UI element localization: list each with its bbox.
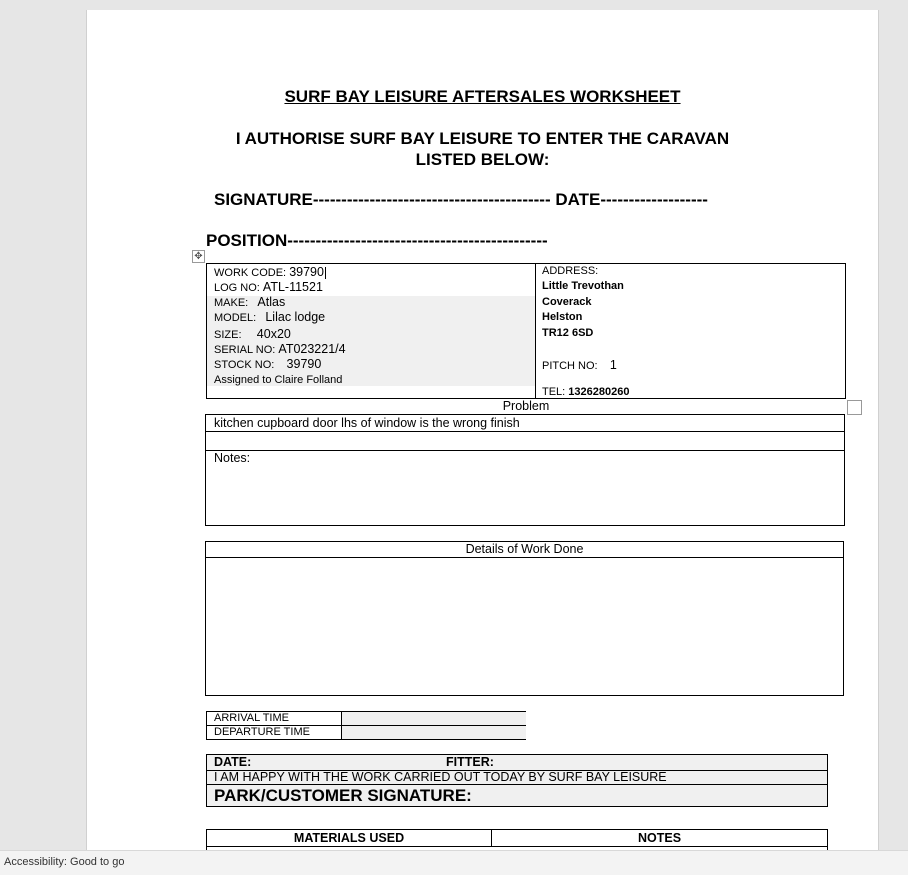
problem-blank-row[interactable] <box>206 432 844 451</box>
serial-no-value: AT023221/4 <box>278 342 346 356</box>
date-label: DATE: <box>214 755 252 769</box>
signature-date-line: SIGNATURE------------------------------------------ DATE------------------- <box>214 190 708 209</box>
make-field: MAKE: Atlas <box>214 295 286 309</box>
serial-no-field: SERIAL NO: AT023221/4 <box>214 342 346 356</box>
fitter-label: FITTER: <box>446 755 494 769</box>
address-line: Coverack <box>542 296 592 308</box>
work-code-field: WORK CODE: 39790 <box>214 265 324 279</box>
status-bar <box>0 850 908 875</box>
table-resize-handle[interactable] <box>847 400 862 415</box>
stock-no-value: 39790 <box>286 357 322 371</box>
date-fitter-row[interactable] <box>207 755 827 771</box>
accessibility-status[interactable]: Accessibility: Good to go <box>4 856 125 868</box>
arrival-time-row <box>207 712 525 726</box>
table-move-handle-icon[interactable]: ✥ <box>192 250 205 263</box>
tel-field: TEL: 1326280260 <box>542 386 630 398</box>
notes-cell[interactable] <box>206 450 844 525</box>
document-title: SURF BAY LEISURE AFTERSALES WORKSHEET <box>284 87 681 106</box>
problem-text-cell[interactable]: kitchen cupboard door lhs of window is the wrong finish <box>206 415 844 432</box>
materials-used-header: MATERIALS USED <box>207 830 492 847</box>
size-value: 40x20 <box>256 327 291 341</box>
address-line: Helston <box>542 311 583 323</box>
tel-value: 1326280260 <box>568 386 630 398</box>
fitter-signature-table <box>206 754 828 807</box>
model-field: MODEL: Lilac lodge <box>214 310 326 324</box>
assigned-to: Assigned to Claire Folland <box>214 374 343 386</box>
address-label: ADDRESS: <box>542 265 599 277</box>
position-line: POSITION---------------------------------------------- <box>206 231 548 250</box>
departure-time-input[interactable] <box>341 726 526 739</box>
model-value: Lilac lodge <box>265 310 326 324</box>
notes-label: Notes: <box>214 451 251 465</box>
departure-time-row <box>207 726 525 739</box>
text-cursor <box>325 267 326 279</box>
stock-no-field: STOCK NO: 39790 <box>214 357 322 371</box>
arrival-time-label: ARRIVAL TIME <box>214 712 289 724</box>
log-no-field: LOG NO: ATL-11521 <box>214 280 323 294</box>
work-code-value: 39790 <box>289 265 324 279</box>
log-no-value: ATL-11521 <box>262 280 323 294</box>
problem-heading: Problem <box>502 399 550 413</box>
pitch-field: PITCH NO: 1 <box>542 358 617 372</box>
address-line: Little Trevothan <box>542 280 624 292</box>
work-done-heading: Details of Work Done <box>206 542 843 558</box>
document-page <box>86 10 879 860</box>
pitch-value: 1 <box>609 358 617 372</box>
work-done-table <box>205 541 844 696</box>
work-done-cell[interactable] <box>206 558 843 695</box>
customer-statement: I AM HAPPY WITH THE WORK CARRIED OUT TODAY BY SURF BAY LEISURE <box>207 770 827 785</box>
caravan-info-table <box>206 263 846 399</box>
departure-time-label: DEPARTURE TIME <box>214 726 310 738</box>
authorisation-line-1: I AUTHORISE SURF BAY LEISURE TO ENTER THE CARAVAN <box>235 129 730 148</box>
address-cell[interactable] <box>542 264 842 398</box>
notes-header: NOTES <box>492 830 827 847</box>
make-value: Atlas <box>257 295 286 309</box>
authorisation-line-2: LISTED BELOW: <box>415 150 550 169</box>
arrival-time-input[interactable] <box>341 712 526 725</box>
caravan-details-cell[interactable] <box>207 264 536 398</box>
customer-signature-label[interactable]: PARK/CUSTOMER SIGNATURE: <box>214 786 472 805</box>
times-table <box>206 711 526 740</box>
size-field: SIZE: 40x20 <box>214 327 291 341</box>
problem-table <box>205 414 845 526</box>
authorisation-text <box>87 128 878 170</box>
address-line: TR12 6SD <box>542 327 594 339</box>
